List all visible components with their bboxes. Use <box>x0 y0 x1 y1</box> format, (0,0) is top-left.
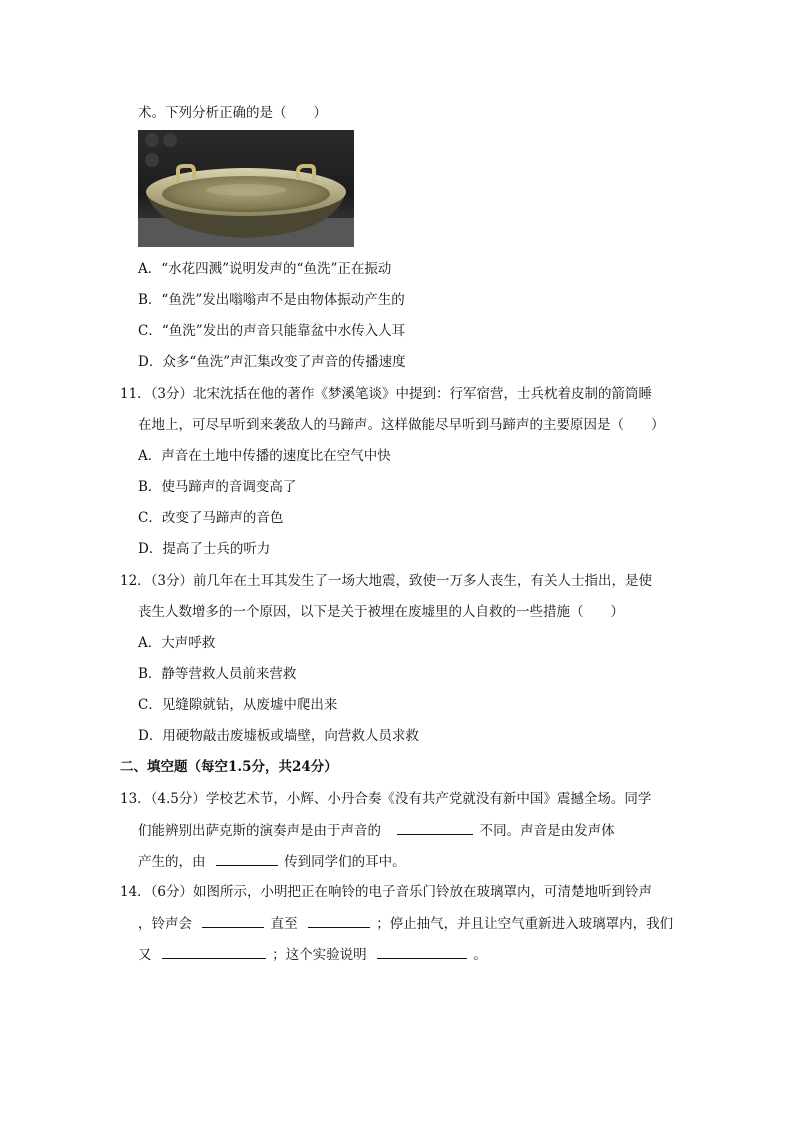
bronze-basin-image <box>138 130 354 247</box>
q14-line3-text-c: 。 <box>473 947 487 963</box>
q13-stem-line1: 13．（4.5分）学校艺术节，小辉、小丹合奏《没有共产党就没有新中国》震撼全场。同学 <box>120 791 652 807</box>
q14-stem-line2 <box>138 913 673 934</box>
q12-option-d: D．用硬物敲击废墟板或墙壁，向营救人员求救 <box>138 728 419 744</box>
q14-line2-text-c: ；停止抽气，并且让空气重新进入玻璃罩内，我们 <box>376 916 674 932</box>
q14-stem-line1: 14．（6分）如图所示，小明把正在响铃的电子音乐门铃放在玻璃罩内，可清楚地听到铃声 <box>120 884 653 900</box>
q11-option-a: A．声音在土地中传播的速度比在空气中快 <box>138 448 391 464</box>
q12-option-b: B．静等营救人员前来营救 <box>138 666 297 682</box>
q14-line2-text-b: 直至 <box>270 916 298 932</box>
bronze-basin-icon <box>138 130 354 247</box>
q14-line3-text-a: 又 <box>138 947 152 963</box>
q13-stem-line2 <box>138 820 615 841</box>
q12-stem-line2: 丧生人数增多的一个原因，以下是关于被埋在废墟里的人自救的一些措施（ ） <box>138 604 624 620</box>
q13-line3-text-b: 传到同学们的耳中。 <box>284 854 406 870</box>
q10-option-b: B．“鱼洗”发出嗡嗡声不是由物体振动产生的 <box>138 292 405 308</box>
q13-line2-text-b: 不同。声音是由发声体 <box>479 823 615 839</box>
q14-line2-text-a: ，铃声会 <box>138 916 192 932</box>
q14-blank-4[interactable] <box>377 944 467 959</box>
q10-option-a: A．“水花四溅”说明发声的“鱼洗”正在振动 <box>138 261 392 277</box>
q14-blank-3[interactable] <box>162 944 266 959</box>
q11-option-d: D．提高了士兵的听力 <box>138 541 271 557</box>
q14-blank-2[interactable] <box>308 913 370 928</box>
q14-line3-text-b: ；这个实验说明 <box>272 947 367 963</box>
q11-stem-line2: 在地上，可尽早听到来袭敌人的马蹄声。这样做能尽早听到马蹄声的主要原因是（ ） <box>138 417 665 433</box>
q13-blank-1[interactable] <box>397 820 473 835</box>
q10-option-c: C．“鱼洗”发出的声音只能靠盆中水传入人耳 <box>138 323 406 339</box>
q12-stem-line1: 12．（3分）前几年在土耳其发生了一场大地震，致使一万多人丧生，有关人士指出，是使 <box>120 573 653 589</box>
q11-stem-line1: 11．（3分）北宋沈括在他的著作《梦溪笔谈》中提到：行军宿营，士兵枕着皮制的箭筒睡 <box>120 386 653 402</box>
q14-stem-line3 <box>138 944 487 965</box>
section-title-fill-blank: 二、填空题（每空1.5分，共24分） <box>120 759 338 775</box>
q14-blank-1[interactable] <box>202 913 264 928</box>
q11-option-c: C．改变了马蹄声的音色 <box>138 510 284 526</box>
q10-option-d: D．众多“鱼洗”声汇集改变了声音的传播速度 <box>138 354 406 370</box>
q12-option-a: A．大声呼救 <box>138 635 216 651</box>
q13-blank-2[interactable] <box>216 851 278 866</box>
q10-stem-tail: 术。下列分析正确的是（ ） <box>138 105 327 121</box>
q13-line3-text-a: 产生的，由 <box>138 854 206 870</box>
q11-option-b: B．使马蹄声的音调变高了 <box>138 479 297 495</box>
q12-option-c: C．见缝隙就钻，从废墟中爬出来 <box>138 697 338 713</box>
q13-line2-text-a: 们能辨别出萨克斯的演奏声是由于声音的 <box>138 823 381 839</box>
q13-stem-line3 <box>138 851 406 872</box>
